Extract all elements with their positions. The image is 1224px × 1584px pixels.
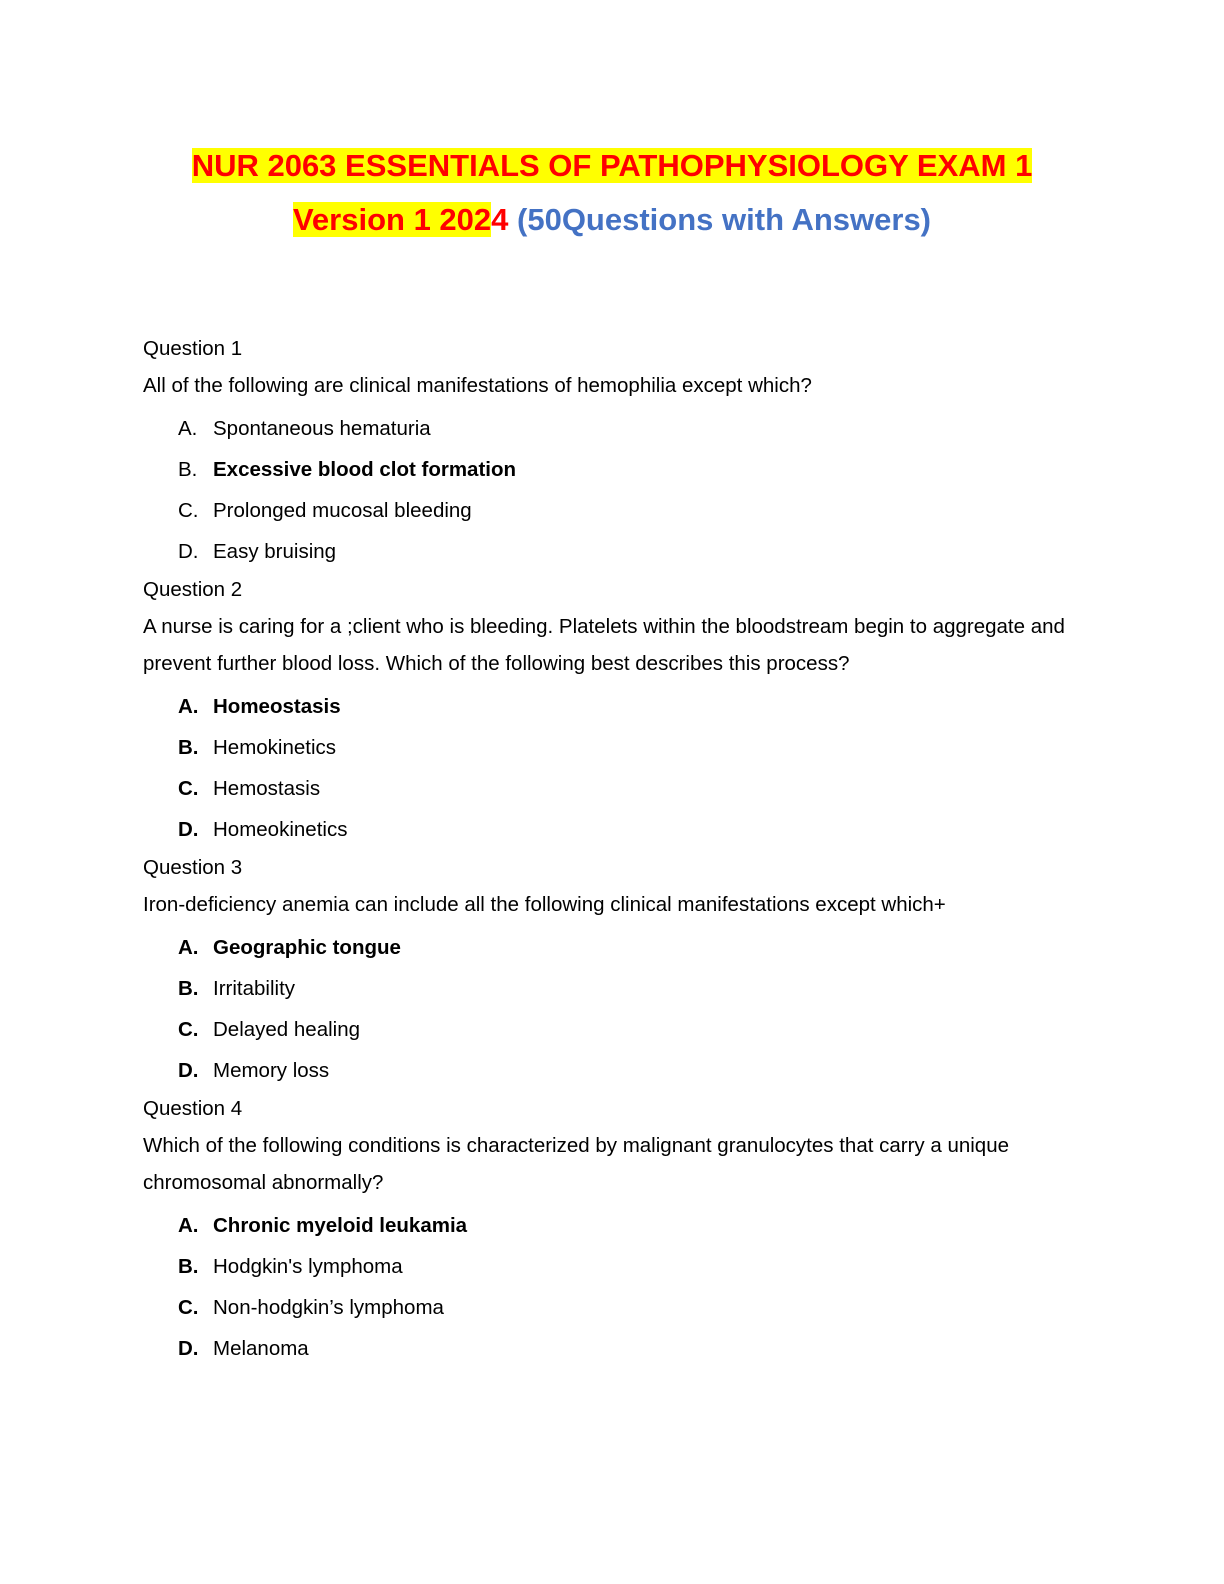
option-text: Delayed healing	[213, 1018, 361, 1041]
question-block	[143, 1091, 1083, 1369]
question-label: Question 3	[143, 856, 243, 879]
option-letter: D.	[178, 1059, 199, 1082]
option-letter: B.	[178, 1255, 199, 1278]
answer-option	[143, 1328, 1083, 1369]
answer-options	[143, 927, 1083, 1091]
option-text: Hemostasis	[213, 777, 321, 800]
option-letter: A.	[178, 695, 199, 718]
option-letter: B.	[178, 458, 198, 481]
answer-options	[143, 686, 1083, 850]
option-letter: A.	[178, 417, 198, 440]
answer-option	[143, 768, 1083, 809]
question-label: Question 4	[143, 1097, 243, 1120]
title-question-count: (50Questions with Answers)	[508, 202, 932, 237]
option-letter: A.	[178, 1214, 199, 1237]
question-text: All of the following are clinical manifestations of hemophilia except which?	[143, 374, 812, 397]
option-text: Hodgkin's lymphoma	[213, 1255, 403, 1278]
answer-option	[143, 1246, 1083, 1287]
answer-option-correct	[143, 927, 1083, 968]
option-text: Prolonged mucosal bleeding	[213, 499, 472, 522]
answer-option	[143, 1009, 1083, 1050]
answer-option-correct	[143, 449, 1083, 490]
question-text: A nurse is caring for a ;client who is bleeding. Platelets within the bloodstream begin to aggregate and prevent further blood loss. Which of the following best describes this process?	[143, 615, 1065, 675]
option-text: Easy bruising	[213, 540, 337, 563]
answer-option	[143, 809, 1083, 850]
option-text-correct: Chronic myeloid leukamia	[213, 1214, 468, 1237]
answer-option	[143, 727, 1083, 768]
option-text: Hemokinetics	[213, 736, 337, 759]
question-label: Question 1	[143, 337, 243, 360]
option-text: Irritability	[213, 977, 296, 1000]
question-label: Question 2	[143, 578, 243, 601]
question-block	[143, 850, 1083, 1091]
option-letter: A.	[178, 936, 199, 959]
option-letter: C.	[178, 777, 199, 800]
document-title-line1	[0, 145, 1224, 187]
answer-option-correct	[143, 1205, 1083, 1246]
question-block	[143, 331, 1083, 572]
question-text: Iron-deficiency anemia can include all the following clinical manifestations except which+	[143, 893, 946, 916]
answer-option	[143, 968, 1083, 1009]
option-text: Memory loss	[213, 1059, 330, 1082]
option-text: Homeokinetics	[213, 818, 348, 841]
option-letter: C.	[178, 1296, 199, 1319]
option-text: Melanoma	[213, 1337, 309, 1360]
answer-option	[143, 1050, 1083, 1091]
question-text: Which of the following conditions is characterized by malignant granulocytes that carry a unique chromosomal abnormally?	[143, 1134, 1010, 1194]
answer-options	[143, 1205, 1083, 1369]
title-version-year-digit: 4	[491, 202, 509, 237]
answer-options	[143, 408, 1083, 572]
document-title-line2	[0, 199, 1224, 241]
option-letter: D.	[178, 818, 199, 841]
option-letter: C.	[178, 499, 199, 522]
questions-section	[143, 331, 1083, 1369]
question-block	[143, 572, 1083, 850]
answer-option	[143, 408, 1083, 449]
option-letter: B.	[178, 977, 199, 1000]
title-highlight: NUR 2063 ESSENTIALS OF PATHOPHYSIOLOGY EXAM 1	[191, 148, 1033, 183]
option-text: Non-hodgkin’s lymphoma	[213, 1296, 444, 1319]
option-letter: B.	[178, 736, 199, 759]
answer-option	[143, 490, 1083, 531]
option-text-correct: Geographic tongue	[213, 936, 401, 959]
answer-option-correct	[143, 686, 1083, 727]
answer-option	[143, 1287, 1083, 1328]
option-text: Spontaneous hematuria	[213, 417, 431, 440]
option-text-correct: Homeostasis	[213, 695, 341, 718]
option-letter: C.	[178, 1018, 199, 1041]
option-letter: D.	[178, 540, 199, 563]
option-letter: D.	[178, 1337, 199, 1360]
option-text-correct: Excessive blood clot formation	[213, 458, 517, 481]
title-version-highlight: Version 1 202	[292, 202, 492, 237]
answer-option	[143, 531, 1083, 572]
